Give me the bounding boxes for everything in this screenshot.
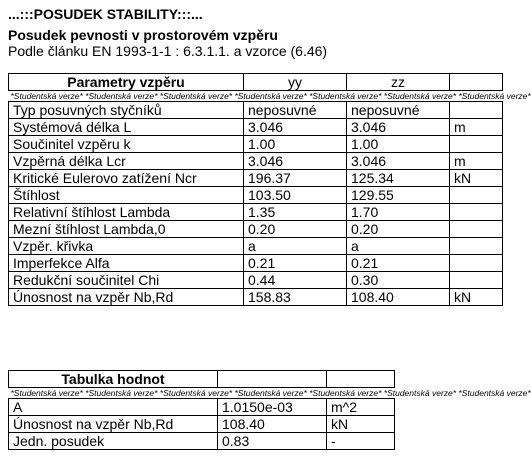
yy-value: 196.37 bbox=[244, 170, 347, 187]
table-header-row bbox=[9, 371, 395, 388]
unit-header bbox=[450, 74, 503, 91]
table-row bbox=[9, 433, 395, 450]
unit-value: m^2 bbox=[327, 399, 395, 416]
row-label: Jedn. posudek bbox=[9, 433, 218, 450]
zz-value: 129.55 bbox=[347, 187, 450, 204]
zz-value: 125.34 bbox=[347, 170, 450, 187]
buckling-parameters-table bbox=[8, 73, 531, 306]
table-row bbox=[9, 102, 503, 119]
zz-value: neposuvné bbox=[347, 102, 450, 119]
value-header bbox=[218, 371, 327, 388]
unit-value: m bbox=[450, 153, 503, 170]
table-header-label: Tabulka hodnot bbox=[9, 371, 218, 388]
unit-value bbox=[450, 102, 503, 119]
zz-value: 3.046 bbox=[347, 153, 450, 170]
row-label: Únosnost na vzpěr Nb,Rd bbox=[9, 289, 244, 306]
yy-value: neposuvné bbox=[244, 102, 347, 119]
table-row bbox=[9, 399, 395, 416]
row-label: Redukční součinitel Chi bbox=[9, 272, 244, 289]
zz-value: 0.21 bbox=[347, 255, 450, 272]
unit-value: m bbox=[450, 119, 503, 136]
unit-value bbox=[450, 136, 503, 153]
row-label: Štíhlost bbox=[9, 187, 244, 204]
zz-value: 3.046 bbox=[347, 119, 450, 136]
table-header-label: Parametry vzpěru bbox=[9, 74, 244, 91]
row-label: Kritické Eulerovo zatížení Ncr bbox=[9, 170, 244, 187]
row-value: 1.0150e-03 bbox=[218, 399, 327, 416]
zz-value: 0.20 bbox=[347, 221, 450, 238]
table-row bbox=[9, 238, 503, 255]
row-label: Součinitel vzpěru k bbox=[9, 136, 244, 153]
unit-value bbox=[450, 272, 503, 289]
row-label: A bbox=[9, 399, 218, 416]
row-value: 0.83 bbox=[218, 433, 327, 450]
table-row bbox=[9, 136, 503, 153]
table-row bbox=[9, 272, 503, 289]
unit-header bbox=[327, 371, 395, 388]
yy-value: 1.00 bbox=[244, 136, 347, 153]
table-row bbox=[9, 221, 503, 238]
table-row bbox=[9, 416, 395, 433]
table-row bbox=[9, 119, 503, 136]
page-subtitle: Posudek pevnosti v prostorovém vzpěru bbox=[8, 27, 278, 43]
watermark-row bbox=[9, 388, 395, 399]
standard-reference: Podle článku EN 1993-1-1 : 6.3.1.1. a vzorce (6.46) bbox=[8, 43, 328, 59]
unit-value: kN bbox=[450, 170, 503, 187]
watermark-text: *Studentská verze* *Studentská verze* *Studentská verze* *Studentská verze* *Studentská verze* *Studentská verze* *Studentská verze* bbox=[10, 388, 531, 398]
yy-value: 158.83 bbox=[244, 289, 347, 306]
table-row bbox=[9, 255, 503, 272]
watermark-text: *Studentská verze* *Studentská verze* *Studentská verze* *Studentská verze* *Studentská verze* *Studentská verze* *Studentská verze* bbox=[10, 91, 531, 101]
zz-value: 1.00 bbox=[347, 136, 450, 153]
yy-value: 0.44 bbox=[244, 272, 347, 289]
zz-value: 0.30 bbox=[347, 272, 450, 289]
unit-value bbox=[450, 204, 503, 221]
unit-value bbox=[450, 255, 503, 272]
unit-value bbox=[450, 238, 503, 255]
yy-value: 1.35 bbox=[244, 204, 347, 221]
column-zz-header: zz bbox=[347, 74, 450, 91]
watermark-row bbox=[9, 91, 503, 102]
table-header-row bbox=[9, 74, 503, 91]
yy-value: 3.046 bbox=[244, 119, 347, 136]
table-row bbox=[9, 170, 503, 187]
table-row bbox=[9, 289, 503, 306]
row-label: Mezní štíhlost Lambda,0 bbox=[9, 221, 244, 238]
zz-value: 1.70 bbox=[347, 204, 450, 221]
row-label: Relativní štíhlost Lambda bbox=[9, 204, 244, 221]
row-label: Vzpěrná délka Lcr bbox=[9, 153, 244, 170]
page-title: ...:::POSUDEK STABILITY:::... bbox=[8, 6, 203, 22]
yy-value: 0.21 bbox=[244, 255, 347, 272]
unit-value bbox=[450, 187, 503, 204]
yy-value: a bbox=[244, 238, 347, 255]
table-row bbox=[9, 187, 503, 204]
table-row bbox=[9, 204, 503, 221]
yy-value: 0.20 bbox=[244, 221, 347, 238]
row-label: Vzpěr. křivka bbox=[9, 238, 244, 255]
zz-value: a bbox=[347, 238, 450, 255]
row-value: 108.40 bbox=[218, 416, 327, 433]
row-label: Únosnost na vzpěr Nb,Rd bbox=[9, 416, 218, 433]
values-table bbox=[8, 370, 531, 450]
unit-value: kN bbox=[450, 289, 503, 306]
row-label: Typ posuvných styčníků bbox=[9, 102, 244, 119]
unit-value bbox=[450, 221, 503, 238]
row-label: Systémová délka L bbox=[9, 119, 244, 136]
table-row bbox=[9, 153, 503, 170]
yy-value: 103.50 bbox=[244, 187, 347, 204]
column-yy-header: yy bbox=[244, 74, 347, 91]
yy-value: 3.046 bbox=[244, 153, 347, 170]
row-label: Imperfekce Alfa bbox=[9, 255, 244, 272]
unit-value: - bbox=[327, 433, 395, 450]
zz-value: 108.40 bbox=[347, 289, 450, 306]
unit-value: kN bbox=[327, 416, 395, 433]
